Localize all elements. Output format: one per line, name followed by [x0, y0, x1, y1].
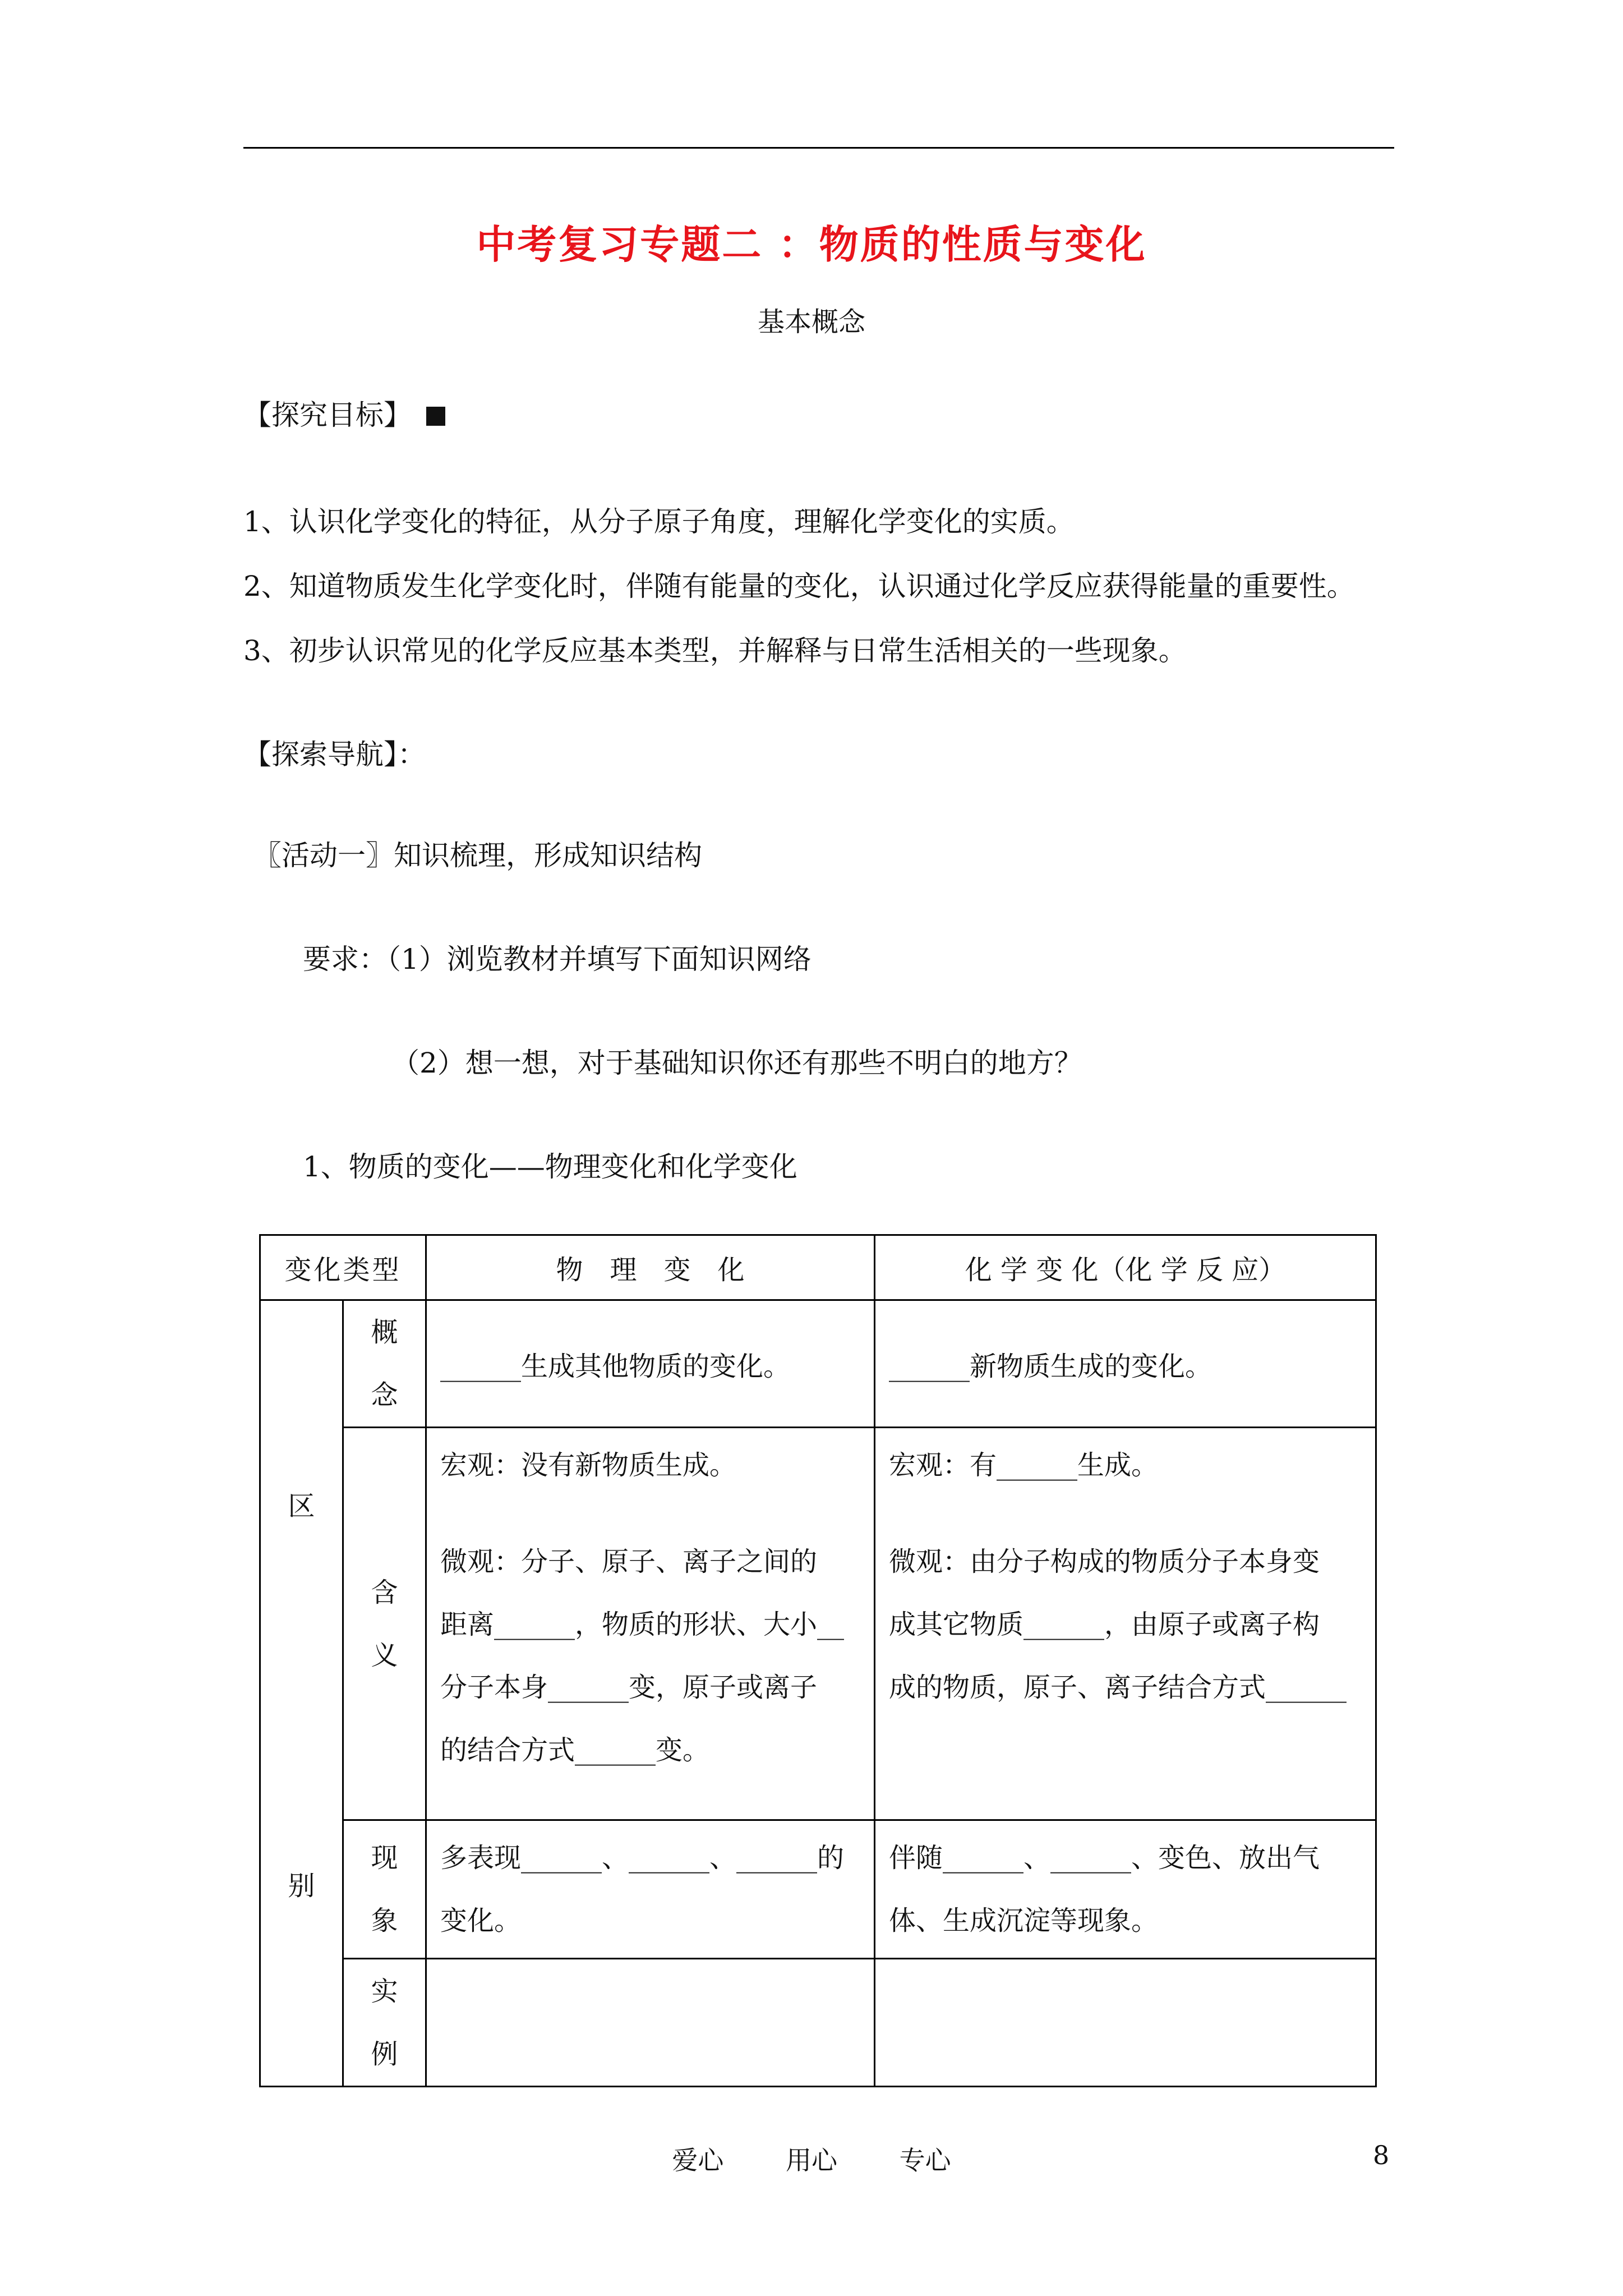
- phenomenon-physical: [426, 1820, 875, 1959]
- label-char: 念: [371, 1379, 398, 1411]
- meaning-physical-line: 微观：分子、原子、离子之间的: [440, 1546, 818, 1577]
- table-row-phenomenon: [260, 1820, 1376, 1959]
- table-row-example: [260, 1959, 1376, 2087]
- row-label-phenomenon: [343, 1820, 426, 1959]
- meaning-physical: [426, 1428, 875, 1820]
- concept-chemical: [875, 1300, 1376, 1428]
- label-char: 例: [371, 2038, 398, 2070]
- phenomenon-physical-line: 多表现______、______、______的: [440, 1842, 845, 1874]
- meaning-chemical-line: 成其它物质______，由原子或离子构: [889, 1609, 1320, 1640]
- page-number: 8: [1373, 2140, 1390, 2170]
- page-subtitle: 基本概念: [757, 306, 865, 338]
- concept-physical: [426, 1300, 875, 1428]
- meaning-chemical-line: 宏观：有______生成。: [889, 1450, 1159, 1481]
- meaning-physical-line: 的结合方式______变。: [440, 1734, 710, 1766]
- meaning-physical-line: 距离______，物质的形状、大小__: [440, 1609, 845, 1640]
- label-char: 实: [371, 1975, 398, 2007]
- goals-heading-text: 【探究目标】: [243, 399, 412, 431]
- footer-part: 爱心: [672, 2145, 724, 2175]
- group-char-1: 区: [288, 1490, 315, 1522]
- footer-part: 专心: [899, 2145, 951, 2175]
- meaning-chemical-line: 微观：由分子构成的物质分子本身变: [889, 1546, 1320, 1577]
- table-row-concept: [260, 1300, 1376, 1428]
- activity-heading: 〖活动一〗知识梳理，形成知识结构: [253, 839, 702, 872]
- row-label-meaning: [343, 1428, 426, 1820]
- example-chemical: [875, 1959, 1376, 2087]
- goals-heading: [243, 395, 445, 435]
- header-type: 变化类型: [260, 1235, 426, 1300]
- table-row-meaning: [260, 1428, 1376, 1820]
- header-physical: 物 理 变 化: [426, 1235, 875, 1300]
- requirement-2: （2）想一想，对于基础知识你还有那些不明白的地方？: [391, 1047, 1082, 1079]
- header-rule: [243, 147, 1394, 149]
- label-char: 现: [371, 1842, 398, 1874]
- meaning-physical-line: 宏观：没有新物质生成。: [440, 1450, 737, 1481]
- nav-heading: 【探索导航】：: [243, 738, 426, 771]
- section-heading: 1、物质的变化——物理变化和化学变化: [303, 1151, 797, 1183]
- meaning-chemical-line: 成的物质，原子、离子结合方式______: [889, 1672, 1347, 1703]
- label-char: 义: [371, 1639, 398, 1671]
- requirement-1: 要求：（1）浏览教材并填写下面知识网络: [303, 943, 811, 976]
- label-char: 象: [371, 1905, 398, 1936]
- goal-item-3: 3、初步认识常见的化学反应基本类型，并解释与日常生活相关的一些现象。: [243, 634, 1187, 667]
- label-char: 概: [371, 1317, 398, 1348]
- example-physical: [426, 1959, 875, 2087]
- goal-item-2: 2、知道物质发生化学变化时，伴随有能量的变化，认识通过化学反应获得能量的重要性。: [243, 570, 1355, 602]
- footer-part: 用心: [786, 2145, 837, 2175]
- goal-item-1: 1、认识化学变化的特征，从分子原子角度，理解化学变化的实质。: [243, 505, 1075, 538]
- phenomenon-chemical: [875, 1820, 1376, 1959]
- phenomenon-physical-line: 变化。: [440, 1905, 522, 1936]
- meaning-chemical: [875, 1428, 1376, 1820]
- page-title: 中考复习专题二 ：物质的性质与变化: [476, 222, 1147, 268]
- concept-physical-text: ______生成其他物质的变化。: [440, 1350, 791, 1382]
- label-char: 含: [371, 1576, 398, 1608]
- header-chemical: 化 学 变 化（化 学 反 应）: [875, 1235, 1376, 1300]
- knowledge-table: [259, 1234, 1377, 2087]
- row-label-concept: [343, 1300, 426, 1428]
- table-header-row: [260, 1235, 1376, 1300]
- meaning-physical-line: 分子本身______变，原子或离子: [440, 1672, 818, 1703]
- row-label-example: [343, 1959, 426, 2087]
- square-bullet-icon: [426, 407, 445, 426]
- phenomenon-chemical-line: 体、生成沉淀等现象。: [889, 1905, 1159, 1936]
- concept-chemical-text: ______新物质生成的变化。: [889, 1350, 1212, 1382]
- phenomenon-chemical-line: 伴随______、______、变色、放出气: [889, 1842, 1320, 1874]
- group-label-difference: [260, 1300, 343, 2087]
- group-char-2: 别: [288, 1870, 315, 1902]
